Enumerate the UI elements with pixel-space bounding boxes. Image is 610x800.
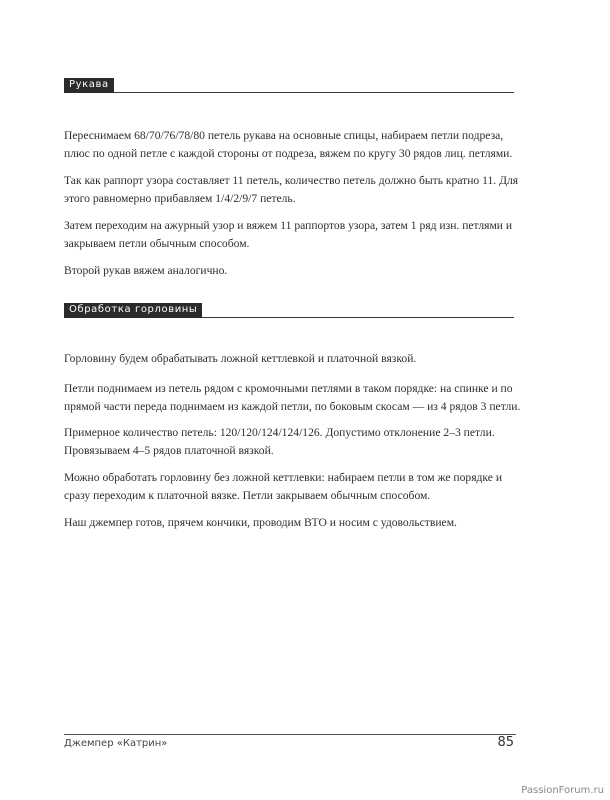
section-header-sleeves	[64, 78, 514, 93]
section-title: Рукава	[64, 78, 114, 93]
paragraph: Так как раппорт узора составляет 11 петель, количество петель должно быть кратно 11. Для этого равномерно прибавляем 1/4/2/9/7 петель.	[64, 174, 519, 205]
paragraph: Горловину будем обрабатывать ложной кеттлевкой и платочной вязкой.	[64, 352, 417, 365]
paragraph: Затем переходим на ажурный узор и вяжем 11 раппортов узора, затем 1 ряд изн. петлями и закрываем петли обычным способом.	[64, 219, 513, 250]
paragraph: Примерное количество петель: 120/120/124/124/126. Допустимо отклонение 2–3 петли. Провязываем 4–5 рядов платочной вязкой.	[64, 426, 495, 457]
paragraph: Переснимаем 68/70/76/78/80 петель рукава на основные спицы, набираем петли подреза, плюс по одной петле с каждой стороны от подреза, вяжем по кругу 30 рядов лиц. петлями.	[64, 129, 513, 160]
paragraph: Наш джемпер готов, прячем кончики, проводим ВТО и носим с удовольствием.	[64, 516, 457, 529]
section-header-neckline	[64, 303, 514, 318]
section-title: Обработка горловины	[64, 303, 202, 318]
paragraph: Петли поднимаем из петель рядом с кромочными петлями в таком порядке: на спинке и по прямой части переда поднимаем из каждой петли, по боковым скосам — из 4 рядов 3 петли.	[64, 382, 521, 413]
watermark: PassionForum.ru	[521, 785, 604, 796]
paragraph: Можно обработать горловину без ложной кеттлевки: набираем петли в том же порядке и сразу переходим к платочной вязке. Петли закрываем обычным способом.	[64, 471, 503, 502]
footer-divider	[64, 734, 516, 735]
footer-title: Джемпер «Катрин»	[64, 738, 168, 749]
paragraph: Второй рукав вяжем аналогично.	[64, 264, 228, 277]
page-number: 85	[497, 735, 514, 750]
